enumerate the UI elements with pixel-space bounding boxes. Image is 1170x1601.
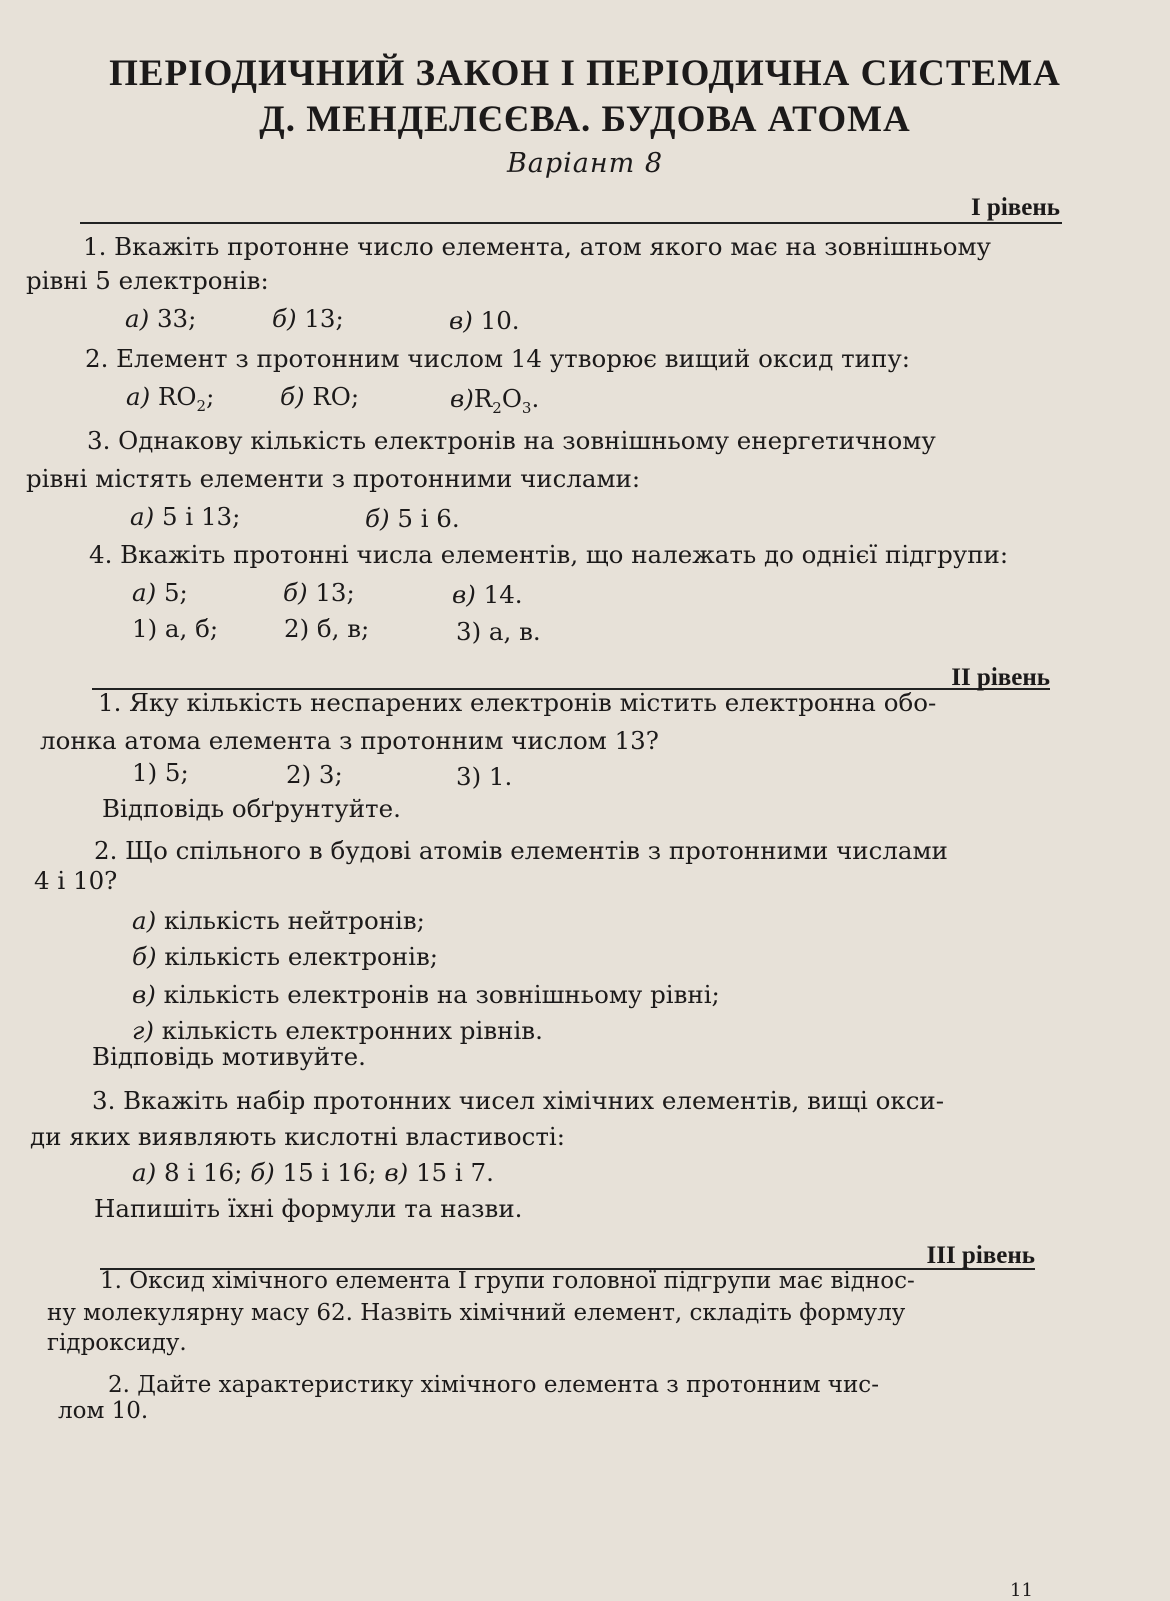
option-label: в): [452, 580, 476, 609]
l1-q4-answer-2: 2) б, в;: [284, 614, 370, 643]
option-label: в): [449, 306, 473, 335]
l1-q3-option-b: [365, 504, 460, 533]
option-value: 33;: [156, 304, 197, 333]
l1-q2-option-b: [280, 382, 359, 411]
formula-r2o3: $R_2O_3$.: [473, 384, 540, 417]
variant-label: Варіант 8: [506, 148, 664, 179]
l3-q1-line1: 1. Оксид хімічного елемента І групи головної підгрупи має віднос-: [100, 1268, 915, 1294]
option-value: 15 і 16;: [282, 1158, 377, 1187]
l2-q2-option-b: [132, 942, 438, 971]
option-value: 8 і 16;: [163, 1158, 243, 1187]
option-value: кількість електронів на зовнішньому рівні;: [163, 980, 720, 1009]
option-value: 10.: [480, 306, 520, 335]
option-value: 5;: [163, 578, 188, 607]
l1-q1-option-c: [449, 306, 520, 335]
option-value: 15 і 7.: [415, 1158, 494, 1187]
l1-q1-option-a: [125, 304, 196, 333]
formula-ro2: $RO_2$;: [157, 382, 215, 415]
level-2-heading: ІІ рівень: [951, 664, 1050, 691]
option-label: а): [125, 304, 150, 333]
l2-q2-line1: 2. Що спільного в будові атомів елементів з протонними числами: [94, 836, 948, 865]
option-value: 13;: [304, 304, 344, 333]
l2-q3-line1: 3. Вкажіть набір протонних чисел хімічних елементів, вищі окси-: [92, 1086, 945, 1115]
option-label: г): [132, 1016, 154, 1045]
level-3-heading: ІІІ рівень: [926, 1242, 1035, 1269]
l1-q4-option-c: [452, 580, 523, 609]
option-value: 5 і 13;: [161, 502, 241, 531]
l3-q1-line2: ну молекулярну масу 62. Назвіть хімічний елемент, складіть формулу: [47, 1300, 906, 1326]
l1-q2-line1: 2. Елемент з протонним числом 14 утворює вищий оксид типу:: [85, 344, 911, 373]
l3-q2-line2: лом 10.: [58, 1398, 149, 1424]
option-value: RO;: [312, 382, 360, 411]
l2-q1-line1: 1. Яку кількість неспарених електронів містить електронна обо-: [98, 688, 937, 717]
option-label: а): [126, 382, 151, 411]
divider-level-1: [80, 222, 1062, 224]
option-label: а): [130, 502, 155, 531]
l1-q3-option-a: [130, 502, 240, 531]
l1-q4-option-a: [132, 578, 188, 607]
title-line-2: Д. МЕНДЕЛЄЄВА. БУДОВА АТОМА: [259, 99, 911, 140]
option-label: б): [250, 1158, 275, 1187]
option-label: в): [384, 1158, 409, 1187]
option-label: а): [132, 578, 157, 607]
l1-q1-option-b: [272, 304, 344, 333]
l2-q3-note: Напишіть їхні формули та назви.: [94, 1194, 523, 1223]
l2-q2-option-a: [132, 906, 425, 935]
l3-q2-line1: 2. Дайте характеристику хімічного елемента з протонним чис-: [108, 1372, 879, 1398]
l1-q4-answer-1: 1) а, б;: [132, 614, 219, 643]
l1-q3-line2: рівні містять елементи з протонними числами:: [26, 464, 641, 493]
option-label: б): [132, 942, 157, 971]
l2-q3-options: [132, 1158, 494, 1187]
l3-q1-line3: гідроксиду.: [47, 1330, 187, 1356]
option-value: кількість електронних рівнів.: [161, 1016, 543, 1045]
l1-q4-option-b: [283, 578, 355, 607]
option-label: б): [280, 382, 305, 411]
page-number: 11: [1010, 1580, 1033, 1601]
l1-q1-line2: рівні 5 електронів:: [26, 266, 269, 295]
l2-q2-note: Відповідь мотивуйте.: [92, 1042, 366, 1071]
option-value: 5 і 6.: [397, 504, 460, 533]
l1-q2-option-a: [126, 382, 214, 415]
l1-q4-line1: 4. Вкажіть протонні числа елементів, що належать до однієї підгрупи:: [89, 540, 1009, 569]
l2-q2-option-c: [132, 980, 720, 1009]
l1-q4-answer-3: 3) а, в.: [456, 617, 541, 646]
option-label: в): [450, 384, 474, 413]
option-label: а): [132, 906, 157, 935]
level-1-heading: І рівень: [970, 194, 1060, 221]
l2-q1-answer-1: 1) 5;: [132, 758, 189, 787]
title-line-1: ПЕРІОДИЧНИЙ ЗАКОН І ПЕРІОДИЧНА СИСТЕМА: [109, 53, 1061, 94]
option-value: 14.: [483, 580, 523, 609]
option-value: кількість електронів;: [164, 942, 438, 971]
l2-q1-line2: лонка атома елемента з протонним числом 13?: [40, 726, 659, 755]
l2-q1-answer-2: 2) 3;: [286, 760, 343, 789]
l1-q3-line1: 3. Однакову кількість електронів на зовнішньому енергетичному: [87, 426, 936, 455]
option-value: кількість нейтронів;: [163, 906, 425, 935]
l2-q3-line2: ди яких виявляють кислотні властивості:: [30, 1122, 565, 1151]
l2-q2-option-d: [132, 1016, 543, 1045]
option-label: а): [132, 1158, 157, 1187]
option-label: в): [132, 980, 156, 1009]
l2-q1-answer-3: 3) 1.: [456, 762, 513, 791]
option-label: б): [272, 304, 297, 333]
l2-q2-line2: 4 і 10?: [34, 866, 118, 895]
l1-q1-line1: 1. Вкажіть протонне число елемента, атом якого має на зовнішньому: [83, 232, 991, 261]
option-label: б): [283, 578, 308, 607]
option-value: 13;: [315, 578, 355, 607]
l1-q2-option-c: [450, 384, 539, 417]
option-label: б): [365, 504, 390, 533]
l2-q1-note: Відповідь обґрунтуйте.: [102, 794, 401, 823]
